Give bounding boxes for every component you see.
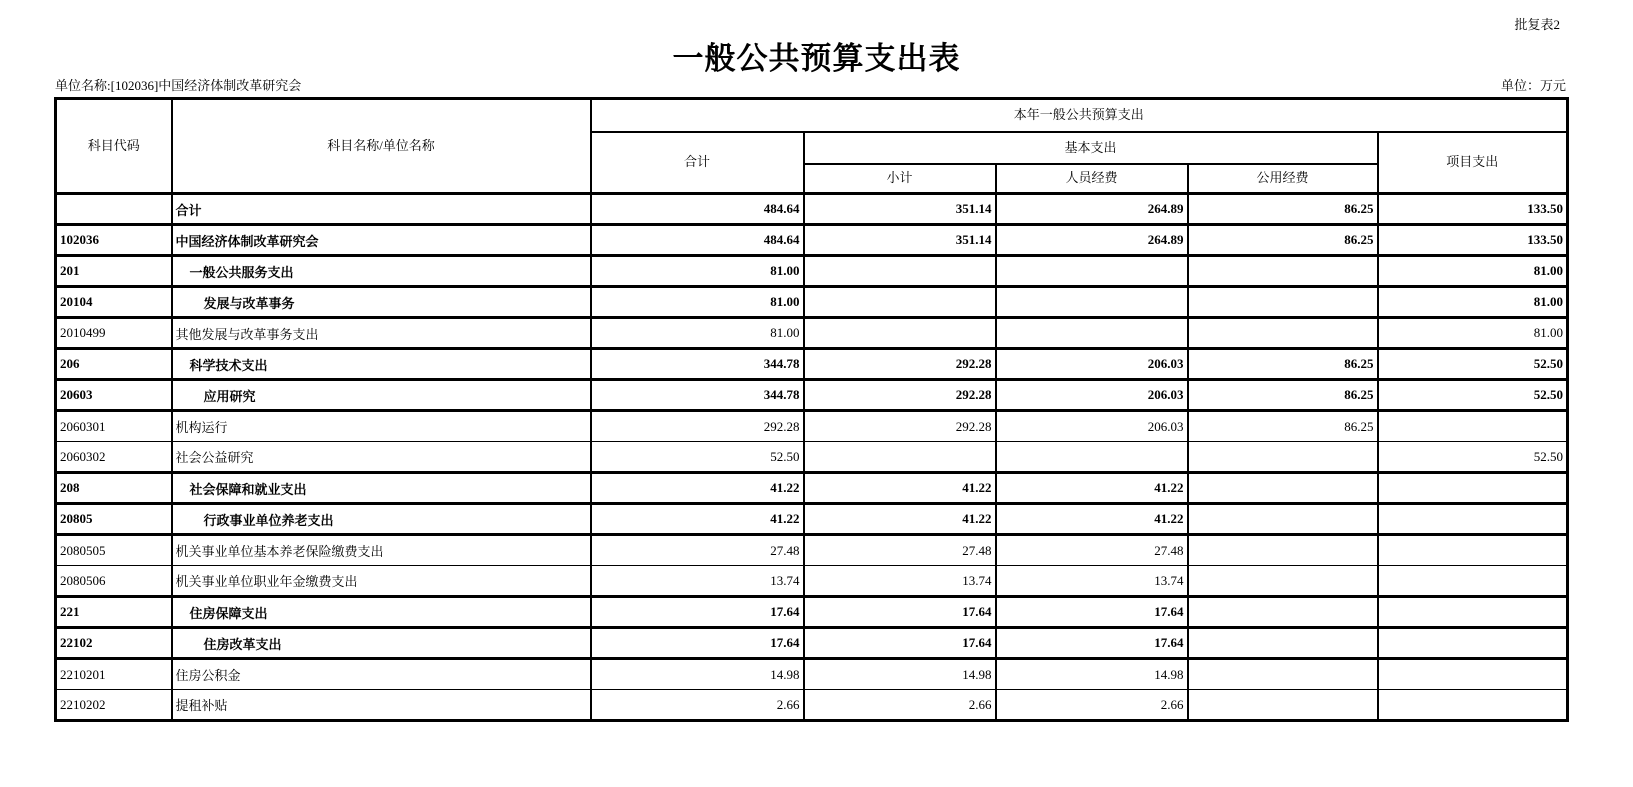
cell-subtotal: 41.22	[804, 504, 996, 535]
header-current-year-expenditure-group: 本年一般公共预算支出	[591, 99, 1568, 132]
cell-subtotal: 2.66	[804, 690, 996, 721]
header-project-expenditure: 项目支出	[1378, 132, 1568, 194]
cell-personnel-funds	[996, 442, 1188, 473]
cell-subtotal: 351.14	[804, 194, 996, 225]
cell-project-expenditure	[1378, 535, 1568, 566]
cell-project-expenditure: 81.00	[1378, 256, 1568, 287]
table-row	[56, 194, 1568, 225]
cell-total: 52.50	[591, 442, 804, 473]
header-basic-expenditure-group: 基本支出	[804, 132, 1378, 164]
cell-subject-code: 2010499	[56, 318, 172, 349]
cell-total: 27.48	[591, 535, 804, 566]
cell-project-expenditure: 52.50	[1378, 442, 1568, 473]
cell-total: 344.78	[591, 349, 804, 380]
cell-subject-name: 机构运行	[172, 411, 591, 442]
cell-personnel-funds	[996, 287, 1188, 318]
cell-public-funds	[1188, 566, 1378, 597]
cell-subtotal	[804, 318, 996, 349]
table-row	[56, 411, 1568, 442]
cell-total: 41.22	[591, 504, 804, 535]
table-row	[56, 628, 1568, 659]
header-personnel-funds: 人员经费	[996, 164, 1188, 194]
cell-subject-name: 发展与改革事务	[172, 287, 591, 318]
cell-subtotal: 13.74	[804, 566, 996, 597]
cell-subject-code: 20104	[56, 287, 172, 318]
cell-subject-code: 208	[56, 473, 172, 504]
cell-subject-name: 社会公益研究	[172, 442, 591, 473]
table-row	[56, 256, 1568, 287]
cell-personnel-funds: 13.74	[996, 566, 1188, 597]
cell-personnel-funds: 206.03	[996, 411, 1188, 442]
cell-total: 41.22	[591, 473, 804, 504]
cell-public-funds: 86.25	[1188, 380, 1378, 411]
cell-subject-code: 201	[56, 256, 172, 287]
cell-project-expenditure: 52.50	[1378, 349, 1568, 380]
cell-subject-name: 住房改革支出	[172, 628, 591, 659]
cell-total: 484.64	[591, 225, 804, 256]
table-row	[56, 442, 1568, 473]
cell-public-funds	[1188, 473, 1378, 504]
cell-subtotal: 41.22	[804, 473, 996, 504]
cell-personnel-funds: 14.98	[996, 659, 1188, 690]
page-title: 一般公共预算支出表	[672, 41, 961, 76]
table-body	[56, 194, 1568, 721]
cell-subject-code: 20603	[56, 380, 172, 411]
cell-public-funds: 86.25	[1188, 225, 1378, 256]
cell-project-expenditure	[1378, 659, 1568, 690]
cell-public-funds	[1188, 597, 1378, 628]
table-row	[56, 597, 1568, 628]
cell-public-funds: 86.25	[1188, 194, 1378, 225]
cell-personnel-funds	[996, 318, 1188, 349]
table-row	[56, 225, 1568, 256]
cell-project-expenditure: 81.00	[1378, 287, 1568, 318]
cell-public-funds: 86.25	[1188, 349, 1378, 380]
cell-subject-code	[56, 194, 172, 225]
cell-subtotal: 17.64	[804, 628, 996, 659]
table-row	[56, 659, 1568, 690]
cell-subtotal	[804, 256, 996, 287]
cell-subtotal: 351.14	[804, 225, 996, 256]
cell-personnel-funds: 206.03	[996, 349, 1188, 380]
cell-subject-name: 行政事业单位养老支出	[172, 504, 591, 535]
cell-personnel-funds: 41.22	[996, 504, 1188, 535]
cell-personnel-funds: 17.64	[996, 597, 1188, 628]
table-row	[56, 473, 1568, 504]
cell-project-expenditure	[1378, 411, 1568, 442]
cell-personnel-funds: 27.48	[996, 535, 1188, 566]
cell-public-funds	[1188, 318, 1378, 349]
cell-subject-code: 2210202	[56, 690, 172, 721]
cell-subject-name: 科学技术支出	[172, 349, 591, 380]
cell-subject-name: 住房保障支出	[172, 597, 591, 628]
header-subject-code: 科目代码	[56, 99, 172, 194]
cell-subject-name: 住房公积金	[172, 659, 591, 690]
cell-total: 292.28	[591, 411, 804, 442]
header-total: 合计	[591, 132, 804, 194]
cell-public-funds	[1188, 504, 1378, 535]
table-row	[56, 380, 1568, 411]
cell-subject-code: 22102	[56, 628, 172, 659]
cell-subtotal	[804, 287, 996, 318]
cell-personnel-funds: 2.66	[996, 690, 1188, 721]
cell-public-funds	[1188, 256, 1378, 287]
cell-subject-name: 机关事业单位基本养老保险缴费支出	[172, 535, 591, 566]
cell-public-funds	[1188, 535, 1378, 566]
unit-name-label: 单位名称:[102036]中国经济体制改革研究会	[55, 78, 302, 93]
cell-project-expenditure: 81.00	[1378, 318, 1568, 349]
table-row	[56, 318, 1568, 349]
cell-project-expenditure: 52.50	[1378, 380, 1568, 411]
table-row	[56, 287, 1568, 318]
cell-project-expenditure	[1378, 504, 1568, 535]
cell-project-expenditure: 133.50	[1378, 194, 1568, 225]
cell-subject-name: 应用研究	[172, 380, 591, 411]
unit-of-measure-label: 单位：万元	[1500, 78, 1566, 93]
cell-personnel-funds: 264.89	[996, 194, 1188, 225]
cell-subtotal	[804, 442, 996, 473]
cell-subject-code: 2080506	[56, 566, 172, 597]
cell-total: 81.00	[591, 256, 804, 287]
cell-personnel-funds: 41.22	[996, 473, 1188, 504]
cell-subject-code: 20805	[56, 504, 172, 535]
cell-personnel-funds: 17.64	[996, 628, 1188, 659]
cell-personnel-funds	[996, 256, 1188, 287]
cell-total: 81.00	[591, 318, 804, 349]
cell-subtotal: 27.48	[804, 535, 996, 566]
cell-public-funds	[1188, 628, 1378, 659]
cell-total: 17.64	[591, 628, 804, 659]
cell-project-expenditure	[1378, 628, 1568, 659]
cell-total: 2.66	[591, 690, 804, 721]
header-public-funds: 公用经费	[1188, 164, 1378, 194]
cell-subject-code: 206	[56, 349, 172, 380]
cell-project-expenditure	[1378, 690, 1568, 721]
cell-public-funds	[1188, 659, 1378, 690]
cell-personnel-funds: 264.89	[996, 225, 1188, 256]
cell-project-expenditure	[1378, 473, 1568, 504]
table-row	[56, 566, 1568, 597]
cell-public-funds	[1188, 287, 1378, 318]
cell-project-expenditure	[1378, 597, 1568, 628]
cell-subject-code: 2060302	[56, 442, 172, 473]
cell-subject-code: 2080505	[56, 535, 172, 566]
cell-public-funds	[1188, 690, 1378, 721]
cell-total: 14.98	[591, 659, 804, 690]
cell-subject-name: 中国经济体制改革研究会	[172, 225, 591, 256]
cell-subject-code: 2210201	[56, 659, 172, 690]
form-number-label: 批复表2	[1514, 17, 1560, 32]
cell-subject-name: 合计	[172, 194, 591, 225]
table-row	[56, 504, 1568, 535]
cell-subject-name: 社会保障和就业支出	[172, 473, 591, 504]
cell-subject-name: 一般公共服务支出	[172, 256, 591, 287]
cell-project-expenditure	[1378, 566, 1568, 597]
cell-subject-name: 机关事业单位职业年金缴费支出	[172, 566, 591, 597]
header-subtotal: 小计	[804, 164, 996, 194]
cell-total: 13.74	[591, 566, 804, 597]
cell-total: 484.64	[591, 194, 804, 225]
cell-total: 17.64	[591, 597, 804, 628]
header-subject-name: 科目名称/单位名称	[172, 99, 591, 194]
cell-total: 81.00	[591, 287, 804, 318]
cell-subtotal: 14.98	[804, 659, 996, 690]
table-row	[56, 535, 1568, 566]
budget-expenditure-table	[54, 97, 1569, 722]
cell-personnel-funds: 206.03	[996, 380, 1188, 411]
cell-subtotal: 292.28	[804, 349, 996, 380]
cell-subject-code: 102036	[56, 225, 172, 256]
cell-subject-name: 提租补贴	[172, 690, 591, 721]
cell-subtotal: 17.64	[804, 597, 996, 628]
cell-project-expenditure: 133.50	[1378, 225, 1568, 256]
cell-total: 344.78	[591, 380, 804, 411]
meta-row	[55, 75, 1566, 94]
cell-subject-name: 其他发展与改革事务支出	[172, 318, 591, 349]
table-row	[56, 690, 1568, 721]
cell-public-funds	[1188, 442, 1378, 473]
cell-subtotal: 292.28	[804, 411, 996, 442]
cell-subject-code: 221	[56, 597, 172, 628]
table-row	[56, 349, 1568, 380]
cell-public-funds: 86.25	[1188, 411, 1378, 442]
cell-subtotal: 292.28	[804, 380, 996, 411]
cell-subject-code: 2060301	[56, 411, 172, 442]
